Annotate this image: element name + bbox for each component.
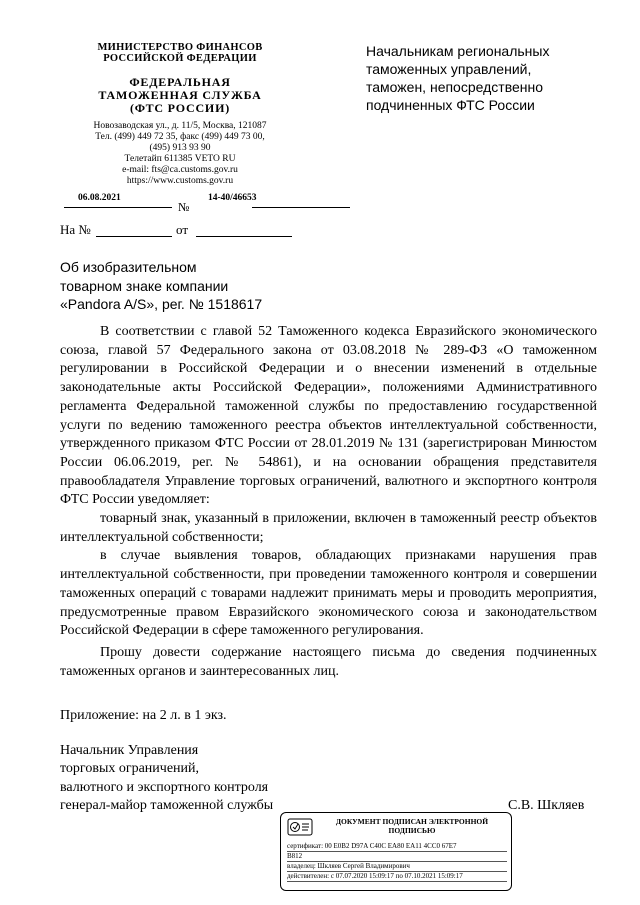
subject-line: товарном знаке компании [60, 277, 229, 294]
registration-line [60, 193, 292, 217]
website-line: https://www.customs.gov.ru [126, 176, 234, 186]
ref-date-label: от [176, 222, 189, 237]
body-paragraph: Прошу довести содержание настоящего письма до сведения подчиненных таможенных органов и заинтересованных лиц. [60, 644, 597, 679]
teletype-line: Телетайп 611385 VETO RU [124, 154, 236, 164]
document-date: 06.08.2021 [78, 193, 121, 203]
certificate-serial-cont: B812 [287, 852, 507, 862]
signer-line: торговых ограничений, [60, 761, 200, 777]
ministry-line: РОССИЙСКОЙ ФЕДЕРАЦИИ [103, 53, 257, 64]
phone-line: (495) 913 93 90 [149, 143, 211, 153]
service-line: (ФТС РОССИИ) [129, 101, 230, 115]
body-paragraph: товарный знак, указанный в приложении, включен в таможенный реестр объектов интеллектуальной собственности; [60, 511, 597, 545]
appendix-note: Приложение: на 2 л. в 1 экз. [60, 708, 227, 723]
service-line: ТАМОЖЕННАЯ СЛУЖБА [98, 88, 262, 102]
subject-line: Об изобразительном [60, 259, 197, 275]
addressee-line: таможен, непосредственно [366, 79, 544, 95]
body-paragraph: В соответствии с главой 52 Таможенного кодекса Евразийского экономического союза, главой 57 Федерального закона от 03.08.2018 № 289-ФЗ «О таможенном регулировании в Российской Федерации и о внесении изменений в отдельные законодательные акты Российской Федерации», положениями Административного регламента Федеральной таможенной службы по предоставлению государственной услуги по ведению таможенного реестра объектов интеллектуальной собственности, утвержденного приказом ФТС России от 28.01.2019 № 131 (зарегистрирован Минюстом России 06.06.2019, рег. № 54861), и на основании обращения представителя правообладателя Управление торговых ограничений, валютного и экспортного контроля ФТС России уведомляет: [60, 324, 597, 508]
phone-line: Тел. (499) 449 72 35, факс (499) 449 73 00, [95, 132, 265, 142]
stamp-title-line: ПОДПИСЬЮ [388, 826, 436, 835]
number-sign: № [178, 200, 190, 214]
service-line: ФЕДЕРАЛЬНАЯ [129, 75, 231, 89]
ref-number-blank [96, 236, 172, 237]
certificate-validity: действителен: с 07.07.2020 15:09:17 по 07.10.2021 15:09:17 [287, 872, 507, 882]
certificate-owner: владелец: Шкляев Сергей Владимирович [287, 862, 507, 872]
e-signature-stamp [280, 812, 512, 891]
addressee-line: подчиненных ФТС России [366, 97, 535, 113]
email-line: e-mail: fts@ca.customs.gov.ru [122, 165, 238, 175]
signer-line: валютного и экспортного контроля [60, 779, 269, 795]
signer-line: генерал-майор таможенной службы [60, 798, 274, 814]
emblem-icon [287, 817, 313, 837]
date-underline [64, 207, 172, 208]
body-paragraph: в случае выявления товаров, обладающих признаками нарушения прав интеллектуальной собственности, при проведении таможенного контроля и совершении таможенных операций с товарами надлежит принимать меры и проводить мероприятия, предусмотренные правом Евразийского экономического союза и законодательством Российской Федерации в сфере таможенного регулирования. [60, 548, 597, 639]
certificate-serial: сертификат: 00 E0B2 D97A C40C EA80 EA11 4CC0 67E7 [287, 842, 507, 852]
letter-body [60, 323, 597, 681]
reference-line [60, 222, 292, 240]
ref-date-blank [196, 236, 292, 237]
signer-title [60, 742, 340, 816]
addressee-line: таможенных управлений, [366, 61, 532, 77]
ministry-name [52, 42, 308, 64]
service-name [52, 76, 308, 115]
address-line: Новозаводская ул., д. 11/5, Москва, 121087 [93, 121, 267, 131]
stamp-title-line: ДОКУМЕНТ ПОДПИСАН ЭЛЕКТРОННОЙ [335, 817, 489, 826]
signer-line: Начальник Управления [60, 743, 199, 758]
subject-line: «Pandora A/S», рег. № 1518617 [60, 296, 263, 312]
number-underline [252, 207, 350, 208]
signer-name: С.В. Шкляев [508, 798, 585, 813]
ref-number-label: На № [60, 222, 91, 237]
subject [60, 258, 320, 314]
ministry-line: МИНИСТЕРСТВО ФИНАНСОВ [97, 42, 263, 53]
addressee [366, 42, 586, 114]
stamp-title [317, 817, 507, 835]
stamp-details [287, 842, 507, 882]
contact-block [52, 121, 308, 187]
addressee-line: Начальникам региональных [366, 43, 550, 59]
document-number: 14-40/46653 [208, 193, 257, 203]
